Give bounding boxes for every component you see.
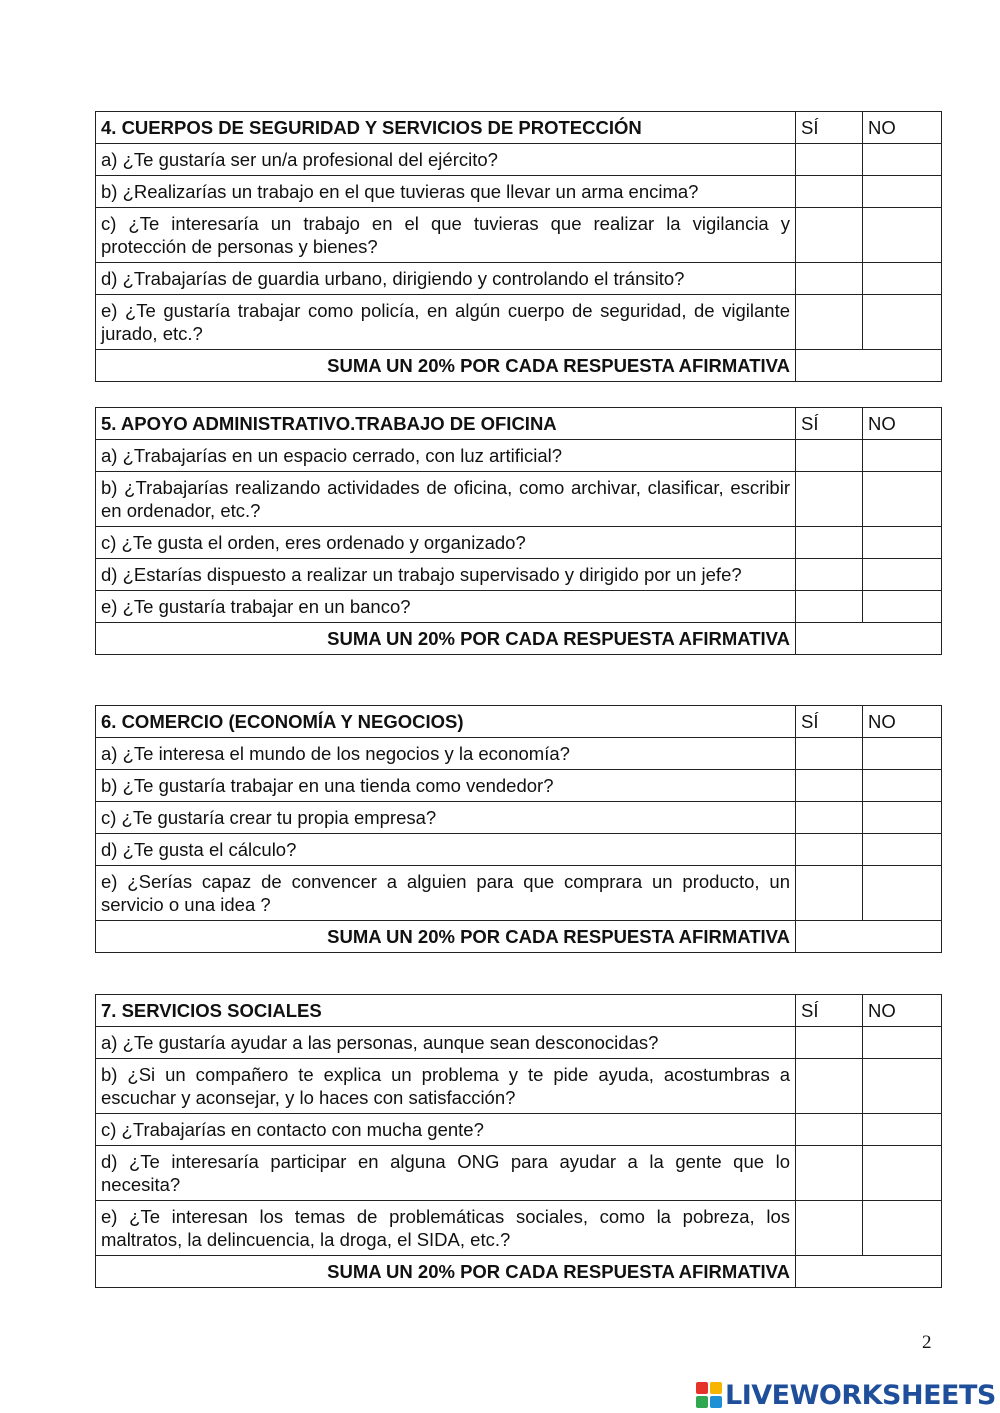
brand-name: LIVEWORKSHEETS: [725, 1379, 996, 1411]
no-answer-cell[interactable]: [863, 295, 942, 350]
no-answer-cell[interactable]: [863, 1201, 942, 1256]
question-row: [96, 559, 942, 591]
score-total-cell[interactable]: [796, 623, 942, 655]
no-answer-cell[interactable]: [863, 208, 942, 263]
yes-answer-cell[interactable]: [796, 176, 863, 208]
no-answer-cell[interactable]: [863, 472, 942, 527]
question-text: c) ¿Te gusta el orden, eres ordenado y organizado?: [96, 527, 796, 559]
section-header-row: [96, 706, 942, 738]
section-footer-row: [96, 623, 942, 655]
no-column-header: NO: [863, 112, 942, 144]
no-answer-cell[interactable]: [863, 834, 942, 866]
question-row: [96, 591, 942, 623]
yes-answer-cell[interactable]: [796, 208, 863, 263]
no-column-header: NO: [863, 995, 942, 1027]
yes-answer-cell[interactable]: [796, 472, 863, 527]
question-row: [96, 802, 942, 834]
score-instruction: SUMA UN 20% POR CADA RESPUESTA AFIRMATIVA: [96, 350, 796, 382]
yes-answer-cell[interactable]: [796, 1201, 863, 1256]
no-answer-cell[interactable]: [863, 770, 942, 802]
score-instruction: SUMA UN 20% POR CADA RESPUESTA AFIRMATIVA: [96, 921, 796, 953]
question-row: [96, 834, 942, 866]
yes-answer-cell[interactable]: [796, 527, 863, 559]
question-text: c) ¿Te interesaría un trabajo en el que tuvieras que realizar la vigilancia y protección de personas y bienes?: [96, 208, 796, 263]
yes-answer-cell[interactable]: [796, 770, 863, 802]
yes-answer-cell[interactable]: [796, 591, 863, 623]
section-title: 5. APOYO ADMINISTRATIVO.TRABAJO DE OFICINA: [96, 408, 796, 440]
question-text: a) ¿Te gustaría ser un/a profesional del ejército?: [96, 144, 796, 176]
section-7-table: [95, 994, 942, 1288]
liveworksheets-logo-icon: [696, 1382, 722, 1408]
yes-answer-cell[interactable]: [796, 1027, 863, 1059]
question-text: e) ¿Te gustaría trabajar en un banco?: [96, 591, 796, 623]
section-5-table: [95, 407, 942, 655]
score-total-cell[interactable]: [796, 921, 942, 953]
liveworksheets-watermark: [696, 1378, 996, 1412]
question-row: [96, 1027, 942, 1059]
section-title: 4. CUERPOS DE SEGURIDAD Y SERVICIOS DE PROTECCIÓN: [96, 112, 796, 144]
no-answer-cell[interactable]: [863, 1114, 942, 1146]
section-6-table: [95, 705, 942, 953]
score-total-cell[interactable]: [796, 350, 942, 382]
section-footer-row: [96, 1256, 942, 1288]
yes-column-header: SÍ: [796, 995, 863, 1027]
question-text: d) ¿Te gusta el cálculo?: [96, 834, 796, 866]
yes-column-header: SÍ: [796, 706, 863, 738]
no-answer-cell[interactable]: [863, 1146, 942, 1201]
no-answer-cell[interactable]: [863, 176, 942, 208]
yes-answer-cell[interactable]: [796, 834, 863, 866]
no-answer-cell[interactable]: [863, 1027, 942, 1059]
question-row: [96, 1201, 942, 1256]
question-text: b) ¿Si un compañero te explica un problema y te pide ayuda, acostumbras a escuchar y aconsejar, y lo haces con satisfacción?: [96, 1059, 796, 1114]
question-row: [96, 1114, 942, 1146]
question-row: [96, 1059, 942, 1114]
question-text: e) ¿Te gustaría trabajar como policía, en algún cuerpo de seguridad, de vigilante jurado, etc.?: [96, 295, 796, 350]
question-row: [96, 472, 942, 527]
yes-answer-cell[interactable]: [796, 144, 863, 176]
question-text: e) ¿Te interesan los temas de problemáticas sociales, como la pobreza, los maltratos, la delincuencia, la droga, el SIDA, etc.?: [96, 1201, 796, 1256]
yes-answer-cell[interactable]: [796, 802, 863, 834]
question-row: [96, 866, 942, 921]
section-footer-row: [96, 921, 942, 953]
no-answer-cell[interactable]: [863, 591, 942, 623]
section-header-row: [96, 408, 942, 440]
score-instruction: SUMA UN 20% POR CADA RESPUESTA AFIRMATIVA: [96, 623, 796, 655]
yes-answer-cell[interactable]: [796, 866, 863, 921]
yes-answer-cell[interactable]: [796, 263, 863, 295]
no-answer-cell[interactable]: [863, 527, 942, 559]
question-text: e) ¿Serías capaz de convencer a alguien para que comprara un producto, un servicio o una idea ?: [96, 866, 796, 921]
question-text: b) ¿Realizarías un trabajo en el que tuvieras que llevar un arma encima?: [96, 176, 796, 208]
yes-answer-cell[interactable]: [796, 559, 863, 591]
yes-column-header: SÍ: [796, 408, 863, 440]
section-title: 7. SERVICIOS SOCIALES: [96, 995, 796, 1027]
yes-answer-cell[interactable]: [796, 440, 863, 472]
no-answer-cell[interactable]: [863, 1059, 942, 1114]
section-footer-row: [96, 350, 942, 382]
yes-answer-cell[interactable]: [796, 295, 863, 350]
question-row: [96, 144, 942, 176]
section-title: 6. COMERCIO (ECONOMÍA Y NEGOCIOS): [96, 706, 796, 738]
question-row: [96, 1146, 942, 1201]
yes-answer-cell[interactable]: [796, 1059, 863, 1114]
no-column-header: NO: [863, 408, 942, 440]
yes-answer-cell[interactable]: [796, 1114, 863, 1146]
question-row: [96, 770, 942, 802]
score-total-cell[interactable]: [796, 1256, 942, 1288]
page-number: 2: [922, 1332, 932, 1353]
question-row: [96, 527, 942, 559]
score-instruction: SUMA UN 20% POR CADA RESPUESTA AFIRMATIVA: [96, 1256, 796, 1288]
question-text: d) ¿Trabajarías de guardia urbano, dirigiendo y controlando el tránsito?: [96, 263, 796, 295]
no-answer-cell[interactable]: [863, 144, 942, 176]
no-column-header: NO: [863, 706, 942, 738]
question-text: a) ¿Te interesa el mundo de los negocios y la economía?: [96, 738, 796, 770]
yes-answer-cell[interactable]: [796, 1146, 863, 1201]
question-row: [96, 263, 942, 295]
question-text: a) ¿Trabajarías en un espacio cerrado, con luz artificial?: [96, 440, 796, 472]
question-row: [96, 295, 942, 350]
question-row: [96, 738, 942, 770]
no-answer-cell[interactable]: [863, 738, 942, 770]
yes-answer-cell[interactable]: [796, 738, 863, 770]
question-text: d) ¿Estarías dispuesto a realizar un trabajo supervisado y dirigido por un jefe?: [96, 559, 796, 591]
question-text: b) ¿Te gustaría trabajar en una tienda como vendedor?: [96, 770, 796, 802]
section-header-row: [96, 995, 942, 1027]
section-header-row: [96, 112, 942, 144]
question-text: c) ¿Trabajarías en contacto con mucha gente?: [96, 1114, 796, 1146]
yes-column-header: SÍ: [796, 112, 863, 144]
question-text: c) ¿Te gustaría crear tu propia empresa?: [96, 802, 796, 834]
no-answer-cell[interactable]: [863, 440, 942, 472]
no-answer-cell[interactable]: [863, 559, 942, 591]
question-text: b) ¿Trabajarías realizando actividades de oficina, como archivar, clasificar, escribir en ordenador, etc.?: [96, 472, 796, 527]
question-row: [96, 176, 942, 208]
question-text: d) ¿Te interesaría participar en alguna ONG para ayudar a la gente que lo necesita?: [96, 1146, 796, 1201]
question-row: [96, 440, 942, 472]
question-row: [96, 208, 942, 263]
no-answer-cell[interactable]: [863, 866, 942, 921]
section-4-table: [95, 111, 942, 382]
no-answer-cell[interactable]: [863, 802, 942, 834]
question-text: a) ¿Te gustaría ayudar a las personas, aunque sean desconocidas?: [96, 1027, 796, 1059]
no-answer-cell[interactable]: [863, 263, 942, 295]
